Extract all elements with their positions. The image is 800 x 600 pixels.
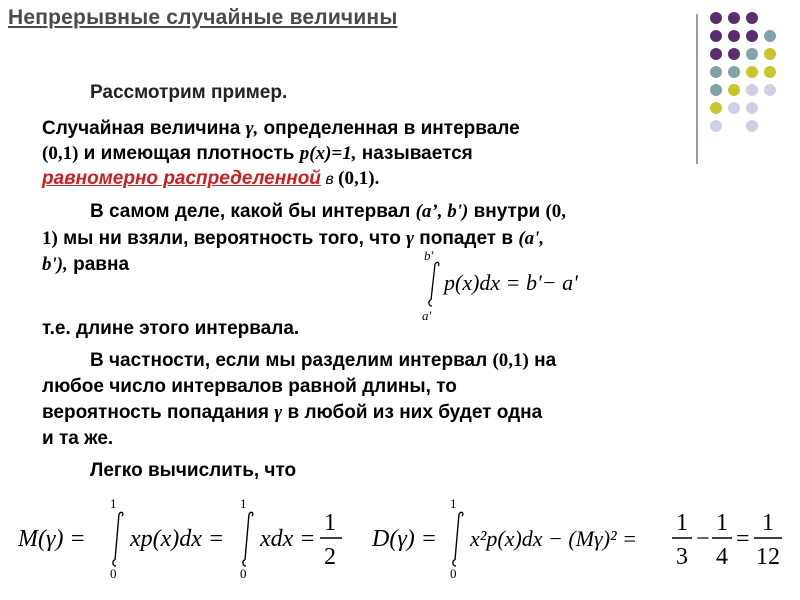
fraction-numerator: 1 <box>324 510 336 536</box>
dot <box>710 102 722 114</box>
p4-line3 <box>42 402 542 424</box>
p4-text: на <box>528 350 557 371</box>
dot <box>746 120 758 132</box>
integral-sign <box>243 512 253 566</box>
p4-text: вероятность попадания <box>42 402 275 423</box>
dot <box>764 84 776 96</box>
dot <box>710 48 722 60</box>
p2-text: внутри <box>468 201 546 222</box>
integral-sign <box>113 512 123 566</box>
p1-text: определенная в интервале <box>258 118 520 139</box>
expectation-formula <box>14 494 366 580</box>
dot <box>728 12 740 24</box>
density-text: p(x)=1, <box>299 143 357 164</box>
p4-text: в любой из них будет одна <box>282 402 543 423</box>
dot <box>710 12 722 24</box>
variance-formula <box>370 494 786 580</box>
formula-lhs: M(γ) = <box>18 526 86 552</box>
p4-line1 <box>90 350 556 372</box>
interval-text: (0, <box>545 201 567 222</box>
fraction-denominator: 12 <box>756 544 780 570</box>
decorative-dots <box>710 12 800 132</box>
p1-line2 <box>42 143 473 165</box>
p2-line3 <box>42 254 129 276</box>
equals-sign: = <box>736 526 750 552</box>
formula-body: xdx = <box>260 526 316 552</box>
formula-body: xp(x)dx = <box>130 526 225 552</box>
dot <box>728 30 740 42</box>
dot <box>710 66 722 78</box>
dot <box>728 48 740 60</box>
integral-sign <box>429 262 439 306</box>
upper-limit: 1 <box>450 496 457 511</box>
dot <box>746 84 758 96</box>
dot <box>710 30 722 42</box>
dot <box>710 84 722 96</box>
formula-body: p(x)dx = b'− a' <box>444 270 578 295</box>
p1-line3 <box>42 168 379 190</box>
dot <box>728 84 740 96</box>
lower-limit: 0 <box>240 566 247 580</box>
dot <box>764 30 776 42</box>
dot <box>710 120 722 132</box>
minus-sign: − <box>696 526 710 552</box>
interval-text: (0,1). <box>338 168 380 189</box>
uniform-term: равномерно распределенной <box>42 168 321 189</box>
interval-text: (a', <box>518 228 545 249</box>
p1-text: в <box>320 171 339 188</box>
upper-limit: 1 <box>240 496 247 511</box>
p1-text: и имеющая плотность <box>78 143 300 164</box>
dot <box>746 102 758 114</box>
dot <box>728 66 740 78</box>
p1-line1 <box>42 118 520 140</box>
interval-text: (a’, b') <box>415 201 469 222</box>
p2-text: мы ни взяли, вероятность того, что <box>57 228 407 249</box>
dot <box>728 102 740 114</box>
dot <box>746 12 758 24</box>
intro-text: Рассмотрим пример. <box>90 82 288 103</box>
interval-text: 1) <box>42 228 58 249</box>
dot <box>746 30 758 42</box>
p4-text: В частности, если мы разделим интервал <box>90 350 493 371</box>
gamma-symbol: γ <box>406 228 414 249</box>
p3-text: т.е. длине этого интервала. <box>42 318 300 339</box>
p4-line4: и та же. <box>42 428 114 449</box>
gamma-symbol: γ <box>274 402 283 423</box>
fraction-denominator: 4 <box>716 544 728 570</box>
lower-limit: 0 <box>110 566 117 580</box>
formula-lhs: D(γ) = <box>372 526 437 552</box>
p1-text: называется <box>356 143 473 164</box>
upper-limit: b' <box>424 248 434 263</box>
p2-text: попадет в <box>414 228 519 249</box>
slide-title: Непрерывные случайные величины <box>8 6 398 29</box>
fraction-denominator: 3 <box>676 544 688 570</box>
p4-line2: любое число интервалов равной длины, то <box>42 376 457 397</box>
p2-line1 <box>90 201 566 223</box>
integral-sign <box>453 512 463 566</box>
p2-text: равна <box>67 254 130 275</box>
dot <box>764 66 776 78</box>
upper-limit: 1 <box>110 496 117 511</box>
dot <box>746 48 758 60</box>
gamma-symbol: γ, <box>245 118 259 139</box>
interval-text: (0,1) <box>492 350 529 371</box>
lower-limit: 0 <box>450 566 457 580</box>
p5-text: Легко вычислить, что <box>90 460 297 481</box>
fraction-numerator: 1 <box>762 510 774 536</box>
formula-body: x²p(x)dx − (Mγ)² = <box>470 526 637 551</box>
fraction-numerator: 1 <box>676 510 688 536</box>
fraction-numerator: 1 <box>716 510 728 536</box>
dot <box>764 48 776 60</box>
interval-text: (0,1) <box>42 143 79 164</box>
interval-text: b'), <box>42 254 68 275</box>
divider-line <box>696 14 698 164</box>
p1-text: Случайная величина <box>42 118 246 139</box>
dot <box>746 66 758 78</box>
lower-limit: a' <box>422 308 432 322</box>
integral-formula <box>412 246 632 322</box>
fraction-denominator: 2 <box>324 544 336 570</box>
p2-text: В самом деле, какой бы интервал <box>90 201 416 222</box>
